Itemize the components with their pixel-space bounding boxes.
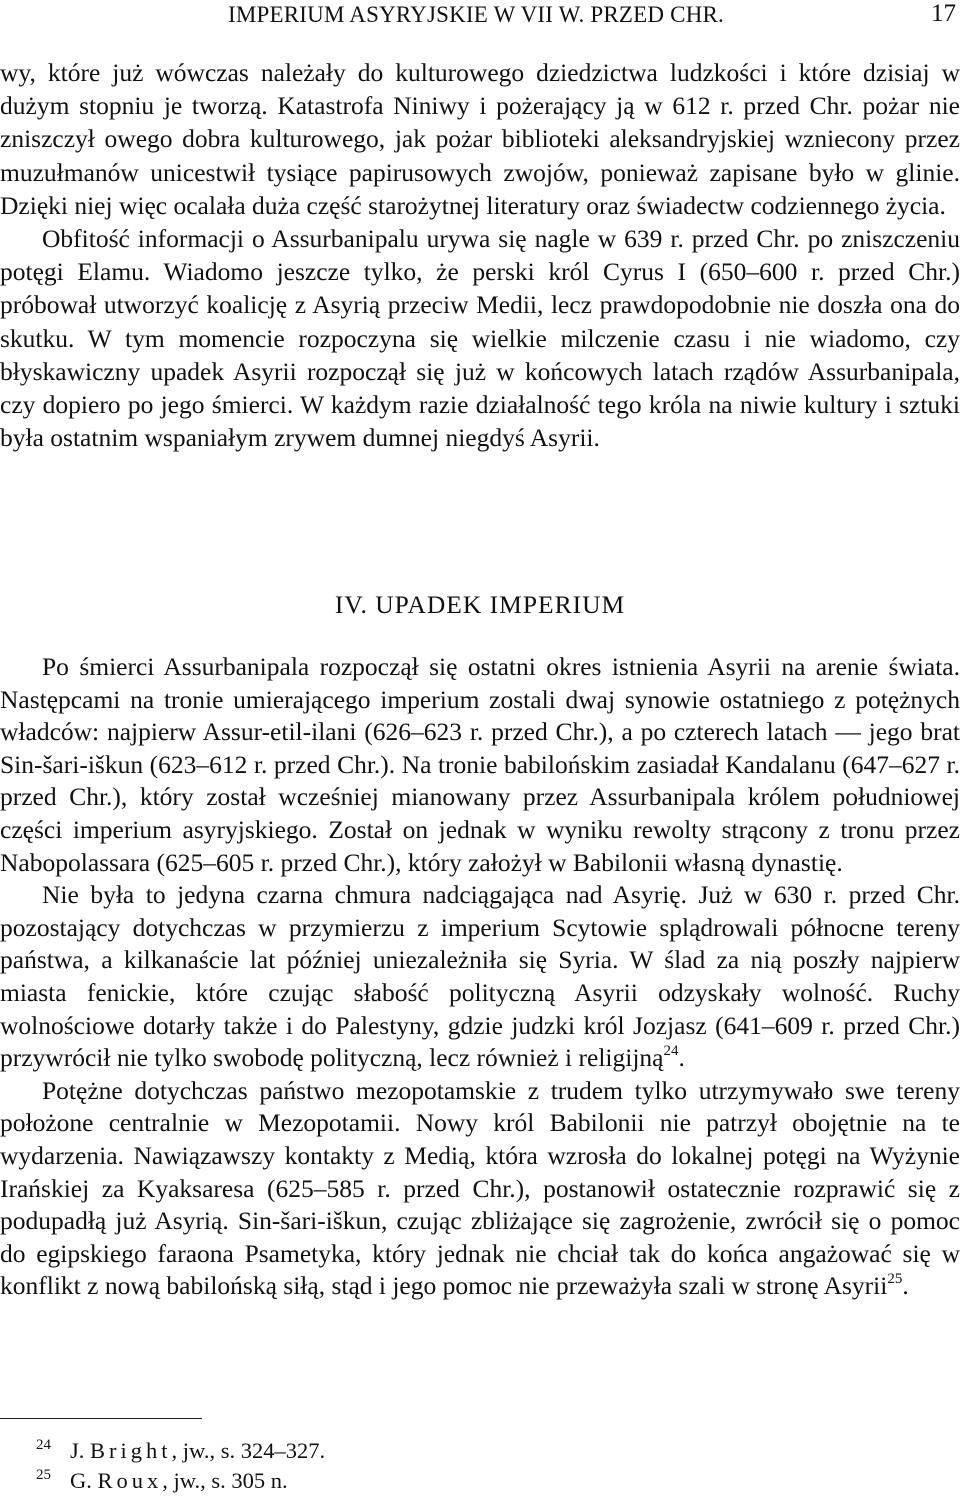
section-heading-wrap	[0, 590, 960, 620]
footnote-rest: , jw., s. 305 n.	[162, 1468, 288, 1493]
footnote-initial: J.	[70, 1438, 85, 1463]
footnote-number: 24	[36, 1437, 51, 1453]
footnote-ref-25[interactable]: 25	[887, 1271, 903, 1288]
footnote-initial: G.	[70, 1468, 92, 1493]
paragraph-2: Obfitość informacji o Assurbanipalu urywa się nagle w 639 r. przed Chr. po zniszczeniu potęgi Elamu. Wiadomo jeszcze tylko, że perski król Cyrus I (650–600 r. przed Chr.) próbował utworzyć koalicję z Asyrią przeciw Medii, lecz prawdopodobnie nie doszła ona do skutku. W tym momencie rozpoczyna się wielkie milczenie czasu i nie wiadomo, czy błyskawiczny upadek Asyrii rozpoczął się już w końcowych latach rządów Assurbanipala, czy dopiero po jego śmierci. W każdym razie działalność tego króla na niwie kultury i sztuki była ostatnim wspaniałym zrywem dumnej niegdyś Asyrii.	[0, 224, 960, 453]
paragraph-4-text: Nie była to jedyna czarna chmura nadciągająca nad Asyrię. Już w 630 r. przed Chr. pozostający dotychczas w przymierzu z imperium Scytowie splądrowali północne tereny państwa, a kilkanaście lat później uniezależniła się Syria. W ślad za nią poszły najpierw miasta fenickie, które czując słabość polityczną Asyrii odzyskały wolność. Ruchy wolnościowe dotarły także i do Palestyny, gdzie judzki król Jozjasz (641–609 r. przed Chr.) przywrócił nie tylko swobodę polityczną, lecz również i religijną	[0, 880, 960, 1073]
footnote-ref-24[interactable]: 24	[663, 1043, 679, 1060]
running-head	[0, 0, 960, 30]
footnote-number: 25	[36, 1467, 51, 1483]
footnote-author: Roux	[97, 1468, 163, 1493]
section-heading: IV. UPADEK IMPERIUM	[334, 590, 626, 619]
paragraph-5	[0, 1075, 960, 1303]
paragraph-5-text: Potężne dotychczas państwo mezopotamskie z trudem tylko utrzymywało swe tereny położone centralnie w Mezopotamii. Nowy król Babilonii nie patrzył obojętnie na te wydarzenia. Nawiązawszy kontakty z Medią, która wzrosła do lokalnej potęgi na Wyżynie Irańskiej za Kyaksaresa (625–585 r. przed Chr.), postanowił ostatecznie rozprawić się z podupadłą już Asyrią. Sin-šari-iškun, czując zbliżające się zagrożenie, zwrócił się o pomoc do egipskiego faraona Psametyka, który jednak nie chciał tak do końca angażować się w konflikt z nową babilońską siłą, stąd i jego pomoc nie przeważyła szali w stronę Asyrii	[0, 1075, 960, 1301]
footnote-author: Bright	[90, 1438, 172, 1463]
section-1	[0, 56, 960, 454]
paragraph-3: Po śmierci Assurbanipala rozpoczął się ostatni okres istnienia Asyrii na arenie świata. Następcami na tronie umierającego imperium zostali dwaj synowie ostatniego z potężnych władców: najpierw Assur-etil-ilani (626–623 r. przed Chr.), a po czterech latach — jego brat Sin-šari-iškun (623–612 r. przed Chr.). Na tronie babilońskim zasiadał Kandalanu (647–627 r. przed Chr.), który został wcześniej mianowany przez Assurbanipala królem południowej części imperium asyryjskiego. Został on jednak w wyniku rewolty strącony z tronu przez Nabopolassara (625–605 r. przed Chr.), który założył w Babilonii własną dynastię.	[0, 652, 960, 877]
section-2	[0, 651, 960, 1303]
paragraph-5-end: .	[902, 1271, 909, 1301]
footnote-24	[36, 1436, 936, 1466]
running-head-title: IMPERIUM ASYRYJSKIE W VII W. PRZED CHR.	[228, 2, 724, 27]
footnote-divider	[0, 1418, 202, 1419]
footnotes	[36, 1436, 936, 1496]
paragraph-4	[0, 879, 960, 1075]
paragraph-1: wy, które już wówczas należały do kulturowego dziedzictwa ludzkości i które dzisiaj w dużym stopniu je tworzą. Katastrofa Niniwy i pożerający ją w 612 r. przed Chr. pożar nie zniszczył owego dobra kulturowego, jak pożar biblioteki aleksandryjskiej wzniecony przez muzułmanów unicestwił tysiące papirusowych zwojów, ponieważ zapisane było w glinie. Dzięki niej więc ocalała duża część starożytnej literatury oraz świadectw codziennego życia.	[0, 58, 960, 220]
footnote-25	[36, 1466, 936, 1496]
page-number: 17	[931, 0, 956, 27]
paragraph-4-end: .	[678, 1043, 685, 1073]
footnote-rest: , jw., s. 324–327.	[171, 1438, 326, 1463]
